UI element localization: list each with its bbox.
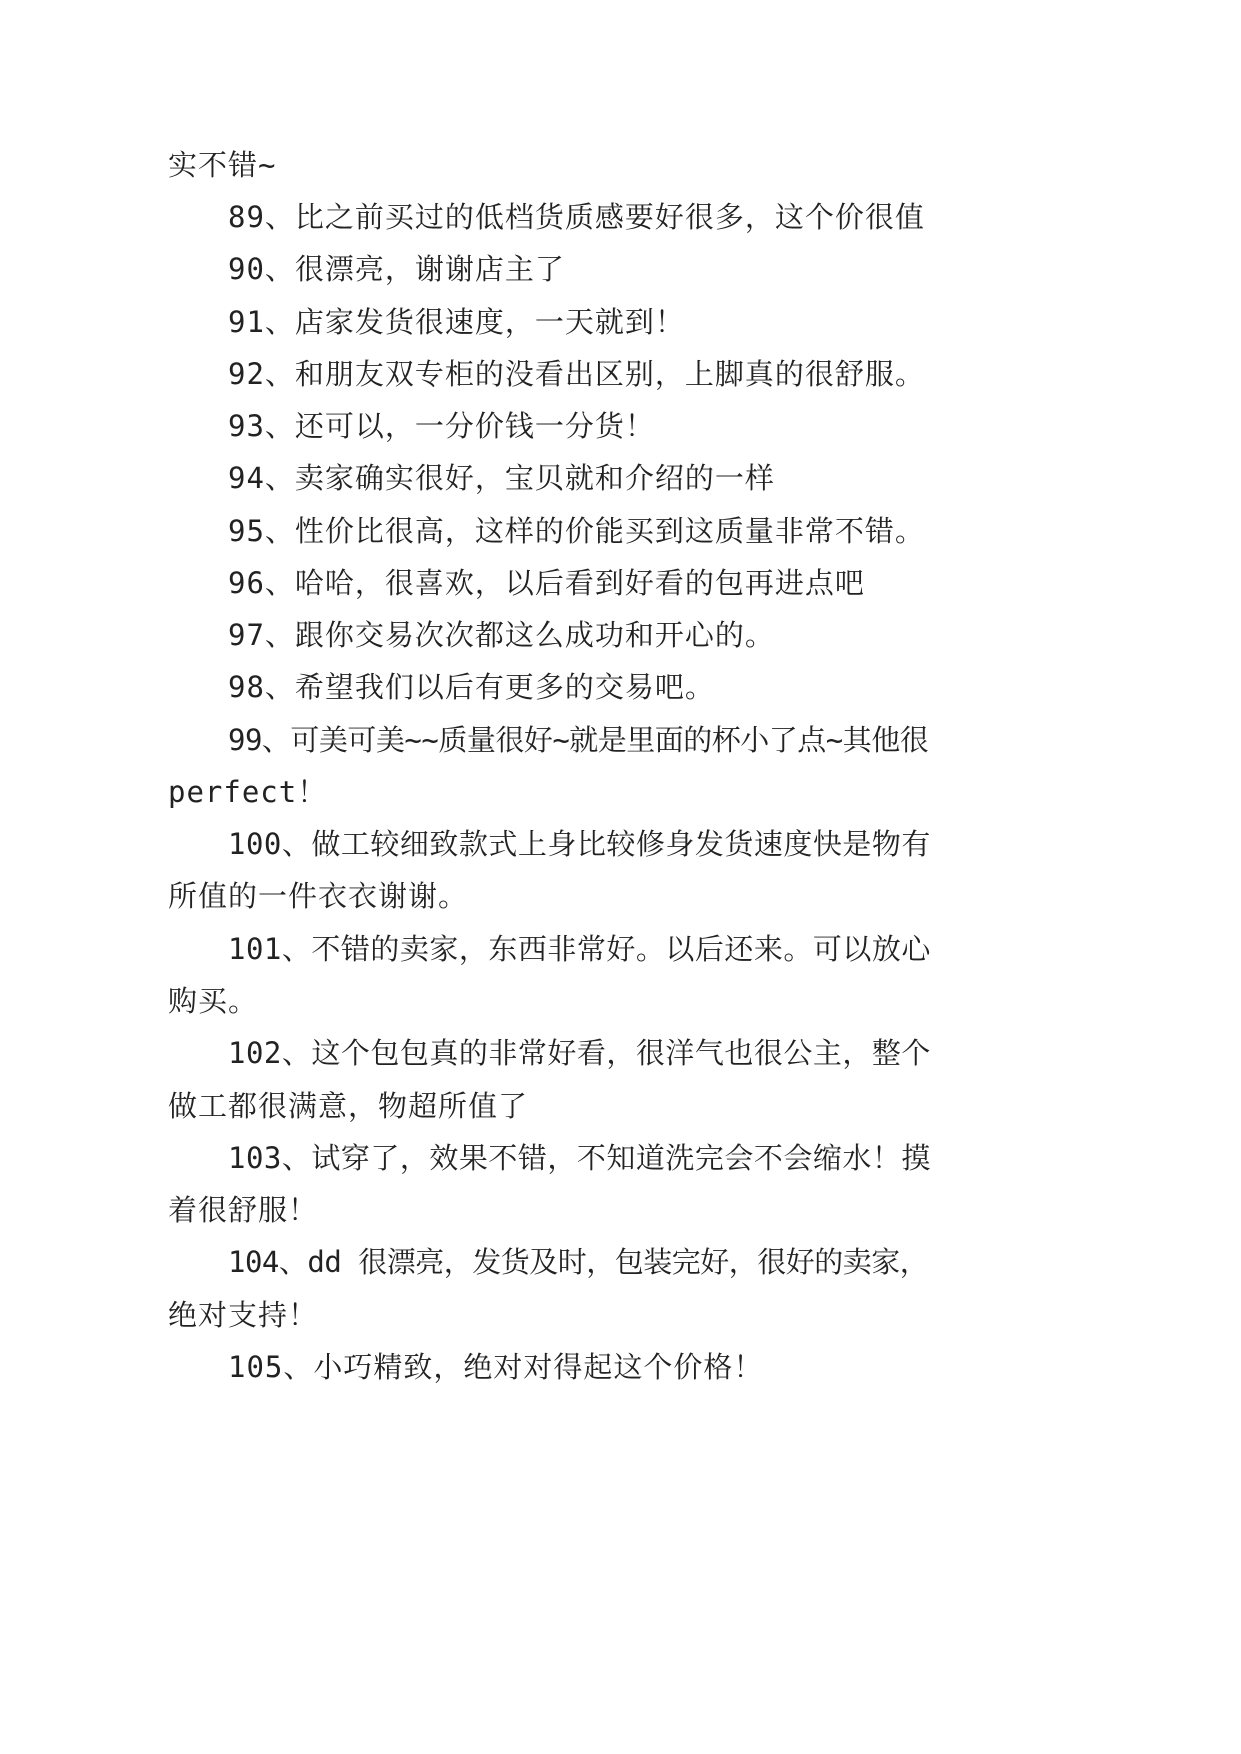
text-line: 93、还可以，一分价钱一分货！ xyxy=(228,409,655,443)
text-line: 89、比之前买过的低档货质感要好很多，这个价很值 xyxy=(228,200,925,234)
text-line: 99、可美可美~~质量很好~就是里面的杯小了点~其他很 xyxy=(228,723,929,757)
text-line: 103、试穿了，效果不错，不知道洗完会不会缩水！摸 xyxy=(228,1141,931,1175)
text-line: 95、性价比很高，这样的价能买到这质量非常不错。 xyxy=(228,514,925,548)
text-line: 92、和朋友双专柜的没看出区别，上脚真的很舒服。 xyxy=(228,357,925,391)
text-line: 90、很漂亮，谢谢店主了 xyxy=(228,252,565,286)
text-line: 购买。 xyxy=(168,984,259,1018)
text-line: 做工都很满意，物超所值了 xyxy=(168,1089,529,1123)
text-line: 绝对支持！ xyxy=(168,1298,319,1332)
text-line: 105、小巧精致，绝对对得起这个价格！ xyxy=(228,1350,764,1384)
text-line: 96、哈哈，很喜欢，以后看到好看的包再进点吧 xyxy=(228,566,865,600)
text-line: perfect！ xyxy=(168,775,328,809)
text-line: 实不错~ xyxy=(168,148,277,182)
text-line: 101、不错的卖家，东西非常好。以后还来。可以放心 xyxy=(228,932,931,966)
text-line: 102、这个包包真的非常好看，很洋气也很公主，整个 xyxy=(228,1036,931,1070)
text-line: 98、希望我们以后有更多的交易吧。 xyxy=(228,670,715,704)
text-line: 100、做工较细致款式上身比较修身发货速度快是物有 xyxy=(228,827,931,861)
text-line: 着很舒服！ xyxy=(168,1193,319,1227)
text-line: 所值的一件衣衣谢谢。 xyxy=(168,879,469,913)
text-line: 97、跟你交易次次都这么成功和开心的。 xyxy=(228,618,775,652)
text-line: 104、dd 很漂亮，发货及时，包装完好，很好的卖家， xyxy=(228,1245,929,1279)
text-line: 94、卖家确实很好，宝贝就和介绍的一样 xyxy=(228,461,775,495)
text-line: 91、店家发货很速度，一天就到！ xyxy=(228,305,685,339)
